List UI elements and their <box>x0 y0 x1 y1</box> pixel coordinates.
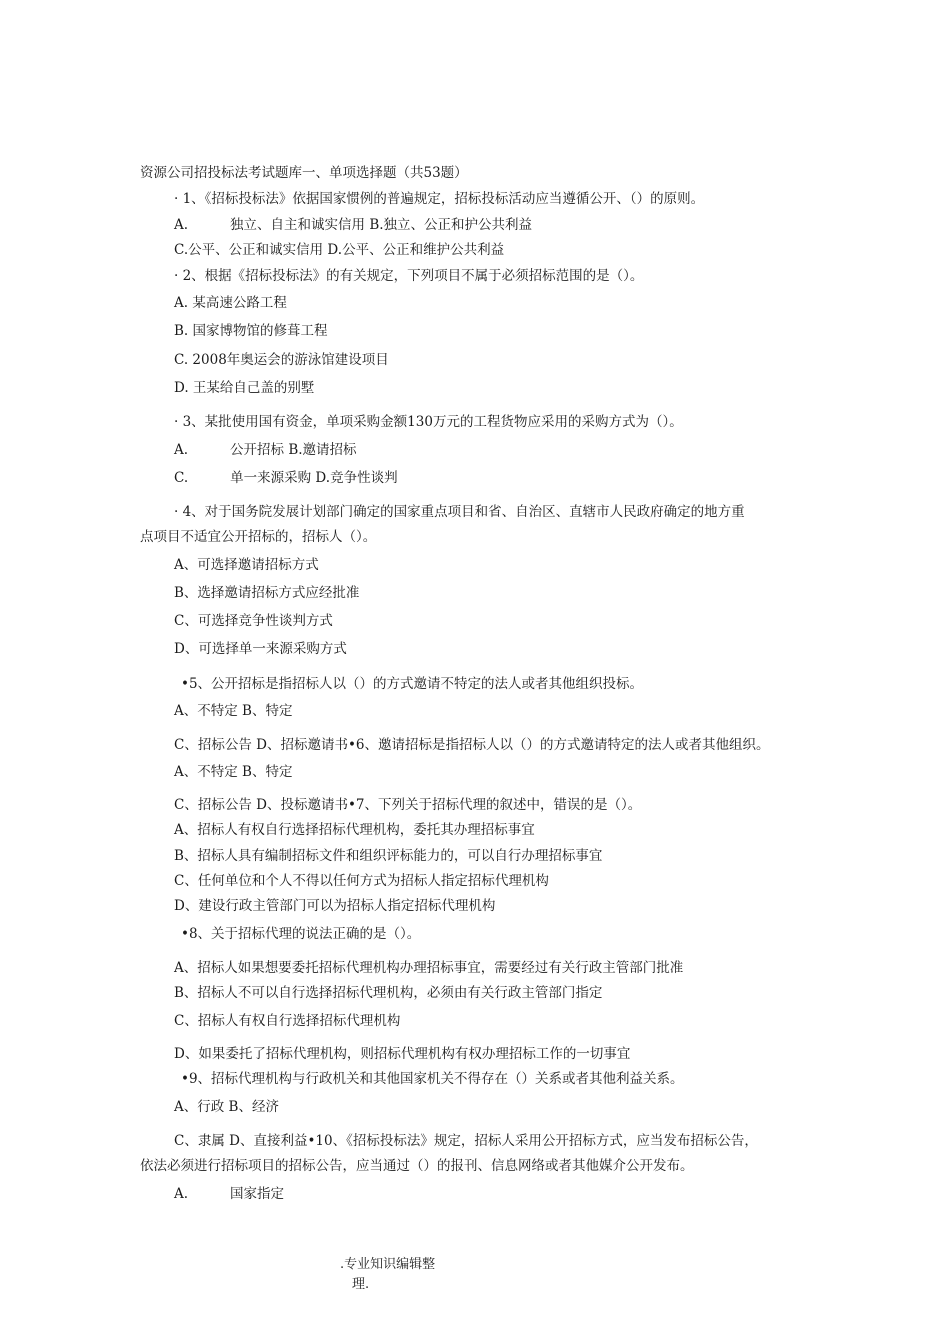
q2-option-c: C. 2008年奥运会的游泳馆建设项目 <box>174 352 389 368</box>
question-10-line2: 依法必须进行招标项目的招标公告，应当通过（）的报刊、信息网络或者其他媒介公开发布。 <box>140 1158 694 1174</box>
q8-option-b: B、招标人不可以自行选择招标代理机构，必须由有关行政主管部门指定 <box>174 985 603 1001</box>
q4-option-c: C、可选择竞争性谈判方式 <box>174 613 333 629</box>
q4-option-a: A、可选择邀请招标方式 <box>174 557 319 573</box>
q3-option-ab: A. 公开招标 B.邀请招标 <box>174 442 357 458</box>
q1-option-ab: A. 独立、自主和诚实信用 B.独立、公正和护公共利益 <box>174 217 533 233</box>
q7-option-c: C、任何单位和个人不得以任何方式为招标人指定招标代理机构 <box>174 873 549 889</box>
question-2: · 2、根据《招标投标法》的有关规定，下列项目不属于必须招标范围的是（）。 <box>174 268 644 284</box>
q8-option-d: D、如果委托了招标代理机构，则招标代理机构有权办理招标工作的一切事宜 <box>174 1046 631 1062</box>
question-4-line2: 点项目不适宜公开招标的，招标人（）。 <box>140 529 377 545</box>
q9-option-cd-question-10: C、隶属 D、直接利益•10、《招标投标法》规定，招标人采用公开招标方式，应当发布招标公告， <box>174 1133 758 1149</box>
q7-option-b: B、招标人具有编制招标文件和组织评标能力的，可以自行办理招标事宜 <box>174 848 603 864</box>
q2-option-b: B. 国家博物馆的修葺工程 <box>174 323 328 339</box>
q8-option-c: C、招标人有权自行选择招标代理机构 <box>174 1013 401 1029</box>
q8-option-a: A、招标人如果想要委托招标代理机构办理招标事宜，需要经过有关行政主管部门批准 <box>174 960 684 976</box>
q4-option-b: B、选择邀请招标方式应经批准 <box>174 585 360 601</box>
q3-option-cd: C. 单一来源采购 D.竞争性谈判 <box>174 470 398 486</box>
question-9: •9、招标代理机构与行政机关和其他国家机关不得存在（）关系或者其他利益关系。 <box>181 1071 684 1087</box>
document-title: 资源公司招投标法考试题库一、单项选择题（共53题） <box>140 165 468 181</box>
q7-option-d: D、建设行政主管部门可以为招标人指定招标代理机构 <box>174 898 496 914</box>
q2-option-d: D. 王某给自己盖的别墅 <box>174 380 315 396</box>
footer-line-1: .专业知识编辑整 <box>340 1257 436 1272</box>
q6-option-ab: A、不特定 B、特定 <box>174 764 293 780</box>
question-5: •5、公开招标是指招标人以（）的方式邀请不特定的法人或者其他组织投标。 <box>181 676 644 692</box>
q5-option-cd-question-6: C、招标公告 D、招标邀请书•6、邀请招标是指招标人以（）的方式邀请特定的法人或者其他组织。 <box>174 737 770 753</box>
question-1: · 1、《招标投标法》依据国家惯例的普遍规定，招标投标活动应当遵循公开、（）的原则。 <box>174 191 705 207</box>
question-4-line1: · 4、对于国务院发展计划部门确定的国家重点项目和省、自治区、直辖市人民政府确定的地方重 <box>174 504 745 520</box>
q2-option-a: A. 某高速公路工程 <box>174 295 287 311</box>
q9-option-ab: A、行政 B、经济 <box>174 1099 279 1115</box>
q7-option-a: A、招标人有权自行选择招标代理机构，委托其办理招标事宜 <box>174 822 535 838</box>
q1-option-cd: C.公平、公正和诚实信用 D.公平、公正和维护公共利益 <box>174 242 505 258</box>
q6-option-cd-question-7: C、招标公告 D、投标邀请书•7、下列关于招标代理的叙述中，错误的是（）。 <box>174 797 642 813</box>
q5-option-ab: A、不特定 B、特定 <box>174 703 293 719</box>
question-3: · 3、某批使用国有资金，单项采购金额130万元的工程货物应采用的采购方式为（）。 <box>174 414 683 430</box>
footer-line-2: 理. <box>352 1277 370 1292</box>
question-8: •8、关于招标代理的说法正确的是（）。 <box>181 926 421 942</box>
q4-option-d: D、可选择单一来源采购方式 <box>174 641 347 657</box>
q10-option-a: A. 国家指定 <box>174 1186 285 1202</box>
